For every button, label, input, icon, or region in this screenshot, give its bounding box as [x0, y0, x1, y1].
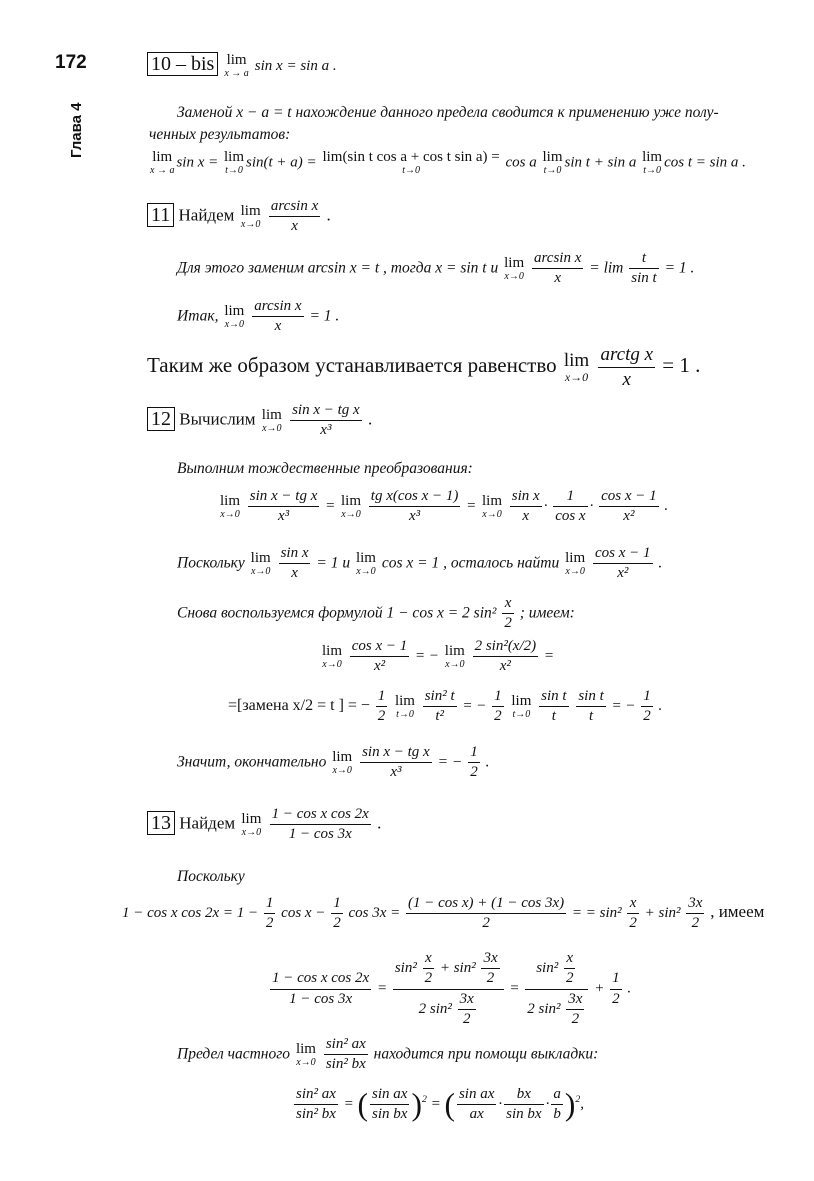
text-line: Предел частного lim x→0 $\frac{\text{sin² ax}}{\text{sin² bx}}$ находится при помощи выкладки:: [177, 1036, 599, 1073]
chapter-label: Глава 4: [68, 102, 85, 158]
text-line: Итак, lim x→0 $\frac{\text{arcsin x}}{x}$ = 1 .: [177, 298, 340, 335]
formula-line: 1 − cos x cos 2x = 1 − $\frac{1}{2}$ cos x − $\frac{1}{2}$ cos 3x = $\frac{\text{(1 − cos x) + (1 − cos 3x)}}{2}$ = = sin² $\frac{x}{2}$ + sin² $\frac{3x}{2}$ , имеем: [122, 895, 765, 932]
page-number: 172: [55, 52, 87, 73]
problem-label: 13: [147, 811, 175, 835]
problem-10bis-heading: [147, 52, 337, 79]
formula-line: lim x → a sin x = lim t→0 sin(t + a) = lim(sin t cos a + cos t sin a) = t→0 cos a lim t→0 sin t + sin a lim t→0 cos t = sin a .: [150, 149, 746, 176]
text-line: Заменой x − a = t нахождение данного предела сводится к применению уже полу-: [177, 104, 719, 121]
text-line: Выполним тождественные преобразования:: [177, 460, 473, 477]
statement-arctg: Таким же образом устанавливается равенство lim x→0 $\frac{\text{arctg x}}{x}$ = 1 .: [147, 344, 701, 390]
problem-12-heading: 12 Вычислим lim x→0 $\frac{\text{sin x − tg x}}{\text{x³}}$ .: [147, 402, 372, 440]
text-line: Поскольку: [177, 868, 245, 885]
text-line: Для этого заменим arcsin x = t , тогда x = sin t и lim x→0 $\frac{\text{arcsin x}}{x}$ = lim $\frac{t}{\text{sin t}}$ = 1 .: [177, 250, 695, 287]
formula-line: $\frac{\text{sin² ax}}{\text{sin² bx}}$ = ( $\frac{\text{sin ax}}{\text{sin bx}}$ )$^2$ = ( $\frac{\text{sin ax}}{ax}$ · $\frac{bx}{\text{sin bx}}$ · $\frac{a}{b}$ )$^2$,: [296, 1086, 584, 1123]
formula-line: lim x→0 $\frac{\text{sin x − tg x}}{\text{x³}}$ = lim x→0 $\frac{\text{tg x(cos x − 1)}}{\text{x³}}$ = lim x→0 $\frac{\text{sin x}}{x}$ · $\frac{1}{\text{cos x}}$ · $\frac{\text{cos x − 1}}{\text{x²}}$ .: [220, 488, 669, 525]
text-line: Значит, окончательно lim x→0 $\frac{\text{sin x − tg x}}{\text{x³}}$ = − $\frac{1}{2}$ .: [177, 744, 490, 781]
problem-13-heading: 13 Найдем lim x→0 $\frac{\text{1 − cos x cos 2x}}{1 - \cos 3x}$ .: [147, 806, 381, 844]
limit-statement: sin x = sin a .: [254, 58, 337, 74]
text-line: Поскольку lim x→0 $\frac{\text{sin x}}{x}$ = 1 и lim x→0 cos x = 1 , осталось найти lim x→0 $\frac{\text{cos x − 1}}{\text{x²}}$ .: [177, 545, 663, 582]
problem-label: 12: [147, 407, 175, 431]
formula-line: lim x→0 $\frac{\text{cos x − 1}}{\text{x²}}$ = − lim x→0 $\frac{\text{2 sin²(x/2)}}{\text{x²}}$ =: [322, 638, 555, 675]
text-line: Снова воспользуемся формулой 1 − cos x = 2 sin² $\frac{x}{2}$ ; имеем:: [177, 595, 575, 632]
formula-line: =[замена x/2 = t ] = − $\frac{1}{2}$ lim t→0 $\frac{\text{sin² t}}{\text{t²}}$ = − $\frac{1}{2}$ lim t→0 $\frac{\text{sin t}}{t}$ $\frac{\text{sin t}}{t}$ = − $\frac{1}{2}$ .: [228, 688, 663, 725]
problem-label: 11: [147, 203, 174, 227]
text-line: ченных результатов:: [149, 126, 291, 143]
formula-line: $\frac{\text{1 − cos x cos 2x}}{1 - \cos 3x}$ = sin² $\frac{x}{2}$ + sin² $\frac{3x}{2}$ 2 sin² $\frac{3x}{2}$ = sin² $\frac{x}{2}$ 2 sin² $\frac{3x}{2}$ + $\frac{1}{2}$ .: [272, 950, 632, 1027]
heading-text: Найдем: [178, 205, 235, 225]
limit-operator: lim x → a: [224, 52, 249, 80]
problem-label: 10 – bis: [147, 52, 218, 76]
problem-11-heading: 11 Найдем lim x→0 $\frac{\text{arcsin x}}{x}$ .: [147, 198, 331, 236]
